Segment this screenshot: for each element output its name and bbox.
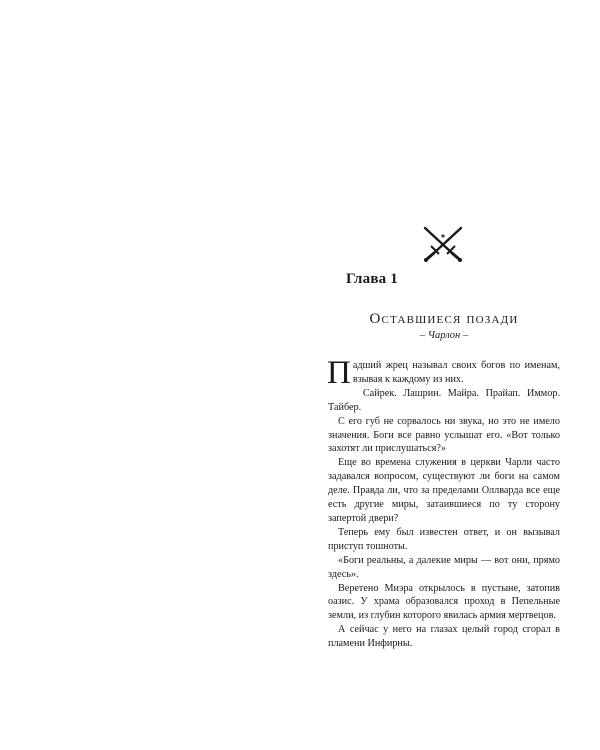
paragraph-text: адший жрец называл своих богов по именам, взывая к каждому из них. [352,360,560,385]
paragraph: Веретено Миэра открылось в пустыне, затопив оазис. У храма образовался проход в Пепельные земли, из глубин которого явилась армия мертвецов. [328,582,560,622]
paragraph [327,355,560,391]
paragraph: С его губ не сорвалось ни звука, но это не имело значения. Боги все равно услышат его. «Вот только захотят ли прислушаться?» [328,415,560,455]
chapter-label-wrap [0,271,600,288]
paragraph: А сейчас у него на глазах целый город сгорал в пламени Инфирны. [328,624,560,650]
crossed-swords-icon [421,224,465,264]
chapter-body [327,355,560,651]
paragraph: Теперь ему был известен ответ, и он вызывал приступ тошноты. [328,526,560,552]
drop-cap: П [327,355,351,391]
chapter-title: Оставшиеся позади [369,311,519,327]
paragraph: Еще во времена служения в церкви Чарли часто задавался вопросом, существуют ли боги на самом деле. Правда ли, что за пределами Оллварда все еще есть другие миры, затаившиеся по ту сторону запертой двери? [328,457,560,524]
chapter-pov-character: – Чарлон – [419,330,469,341]
paragraph: Сайрек. Лашрин. Майра. Прайап. Иммор. Тайбер. [328,387,560,413]
chapter-number: Глава 1 [345,271,399,287]
paragraph: «Боги реальны, а далекие миры — вот они, прямо здесь». [328,554,560,580]
